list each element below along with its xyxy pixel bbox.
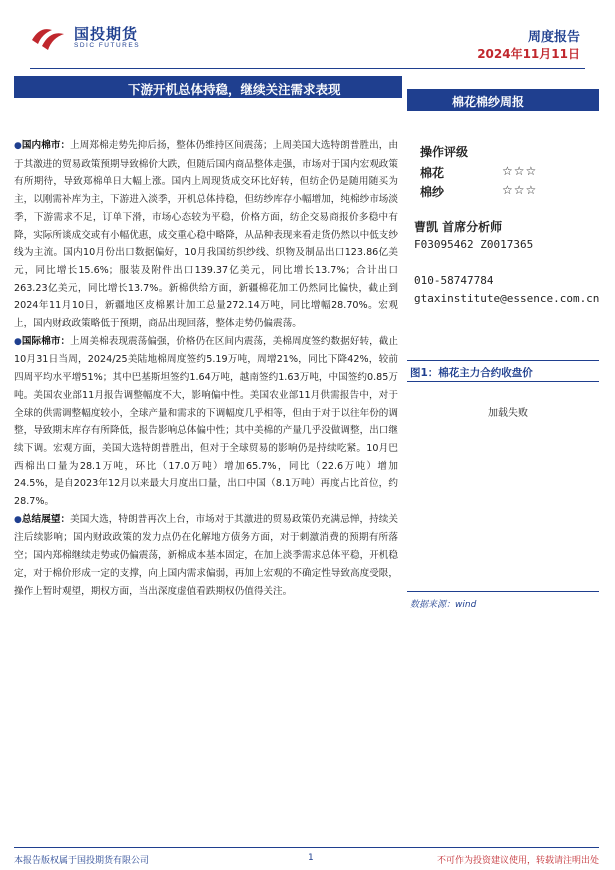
rating-stars-cotton: ☆☆☆ (502, 164, 538, 178)
bullet-icon: ● (14, 336, 22, 347)
rating-stars-yarn: ☆☆☆ (502, 183, 538, 197)
paragraph-text: 上周郑棉走势先抑后扬，整体仍维持区间震荡；上周美国大选特朗普胜出，由于其激进的贸易政策预期导致棉价大跌，但随后国内商品整体走强，市场对于国内宏观政策有所期待，导致郑棉单日大幅上涨。国内上周现货成交环比好转，但纺企仍是随用随买为主，以刚需补库为主，下游进入淡季，开机总体持稳，但纺纱库存小幅增加，纯棉纱市场淡季，下游需求不足，订单下滑，市场心态较为平稳，价格方面，纺企交易商报价多稳中有降，实际所谈成交或有小幅优惠，成交重心稳中略降，从品种表现来看走货仍然以中低支纱线为主流。国内10月份出口数据偏好，10月我国纺织纱线、织物及制品出口123.86亿美元，同比增长15.6%；服装及附件出口139.37亿美元，同比增长13.7%；合计出口263.23亿美元，同比增长13.7%。新棉供给方面，新疆棉花加工仍然同比偏快，截止到2024年11月10日，新疆地区皮棉累计加工总量272.14万吨，同比增幅28.70%。宏观上，国内财政政策略低于预期，商品出现回落，整体走势仍偏震荡。 (14, 140, 399, 330)
footer-divider (14, 847, 599, 848)
report-category: 棉花棉纱周报 (452, 95, 525, 109)
logo-subtext: SDIC FUTURES (74, 42, 141, 49)
paragraph-text: 上周美棉表现震荡偏强，价格仍在区间内震荡，美棉周度签约数据好转，截止10月31日当周，2024/25美陆地棉周度签约5.19万吨，周增21%，同比下降42%，较前四周平均水平增51%；其中巴基斯坦签约1.64万吨，越南签约1.63万吨，中国签约0.85万吨。美国农业部11月报告调整幅度不大，影响偏中性。美国农业部11月供需报告中，对于全球的供需调整幅度较小，全球产量和需求的下调幅度几乎相等，但由于对于以往年份的调整，导致期末库存有所降低，报告影响总体偏中性；其中美棉的产量几乎没做调整，出口继续下调。宏观方面，美国大选特朗普胜出，但对于全球贸易的影响仍是持续吃紧。10月巴西棉出口量为28.1万吨，环比（17.0万吨）增加65.7%，同比（22.6万吨）增加24.5%，是自2023年12月以来最大月度出口量，出口中国（8.1万吨）再度占比首位，约28.7%。 (14, 335, 399, 508)
paragraph-lead: 总结展望： (21, 513, 71, 525)
rating-label-yarn: 棉纱 (420, 185, 445, 199)
figure-divider (407, 591, 599, 592)
figure-caption: 图1：棉花主力合约收盘价 (410, 367, 533, 379)
paragraph-summary (14, 511, 398, 601)
paragraph-lead: 国内棉市： (21, 140, 71, 151)
paragraph-international (14, 333, 398, 511)
rating-label-cotton: 棉花 (420, 166, 445, 180)
paragraph-lead: 国际棉市： (21, 335, 71, 347)
analyst-phone: 010-58747784 (414, 274, 494, 287)
paragraph-text: 美国大选，特朗普再次上台，市场对于其激进的贸易政策仍充满忌惮，持续关注后续影响；国内财政政策的发力点仍在化解地方债务方面，对于刺激消费的预期有所落空；国内郑棉继续走势或仍偏震荡，新棉成本基本固定，在加上淡季需求总体平稳，开机稳定，对于棉价形成一定的支撑，向上国内需求偏弱，再加上宏观的不确定性导致高度受限，操作上暂时观望，期权方面，当出深度虚值看跌期权仍值得关注。 (14, 513, 399, 597)
rating-title: 操作评级 (420, 145, 469, 159)
figure-divider (407, 381, 599, 382)
analyst-cert: F03095462 Z0017365 (414, 238, 534, 251)
figure-divider (407, 360, 599, 361)
logo-text: 国投期货 (74, 25, 139, 43)
logo-icon (28, 22, 68, 56)
paragraph-domestic (14, 137, 398, 333)
report-title: 下游开机总体持稳，继续关注需求表现 (128, 82, 341, 97)
figure-load-failed: 加载失败 (488, 408, 528, 419)
report-type: 周度报告 (527, 30, 580, 45)
footer-disclaimer: 不可作为投资建议使用，转载请注明出处 (436, 856, 599, 866)
bullet-icon: ● (14, 514, 22, 525)
bullet-icon: ● (14, 141, 22, 151)
page-number: 1 (308, 853, 314, 863)
footer-copyright: 本报告版权属于国投期货有限公司 (14, 856, 150, 866)
header-divider (30, 68, 585, 69)
figure-source: 数据来源：wind (410, 600, 477, 610)
main-content (14, 137, 398, 600)
analyst-email[interactable]: gtaxinstitute@essence.com.cn (414, 292, 600, 305)
report-date: 2024年11月11日 (477, 47, 580, 61)
analyst-name: 曹凯 首席分析师 (414, 220, 503, 234)
